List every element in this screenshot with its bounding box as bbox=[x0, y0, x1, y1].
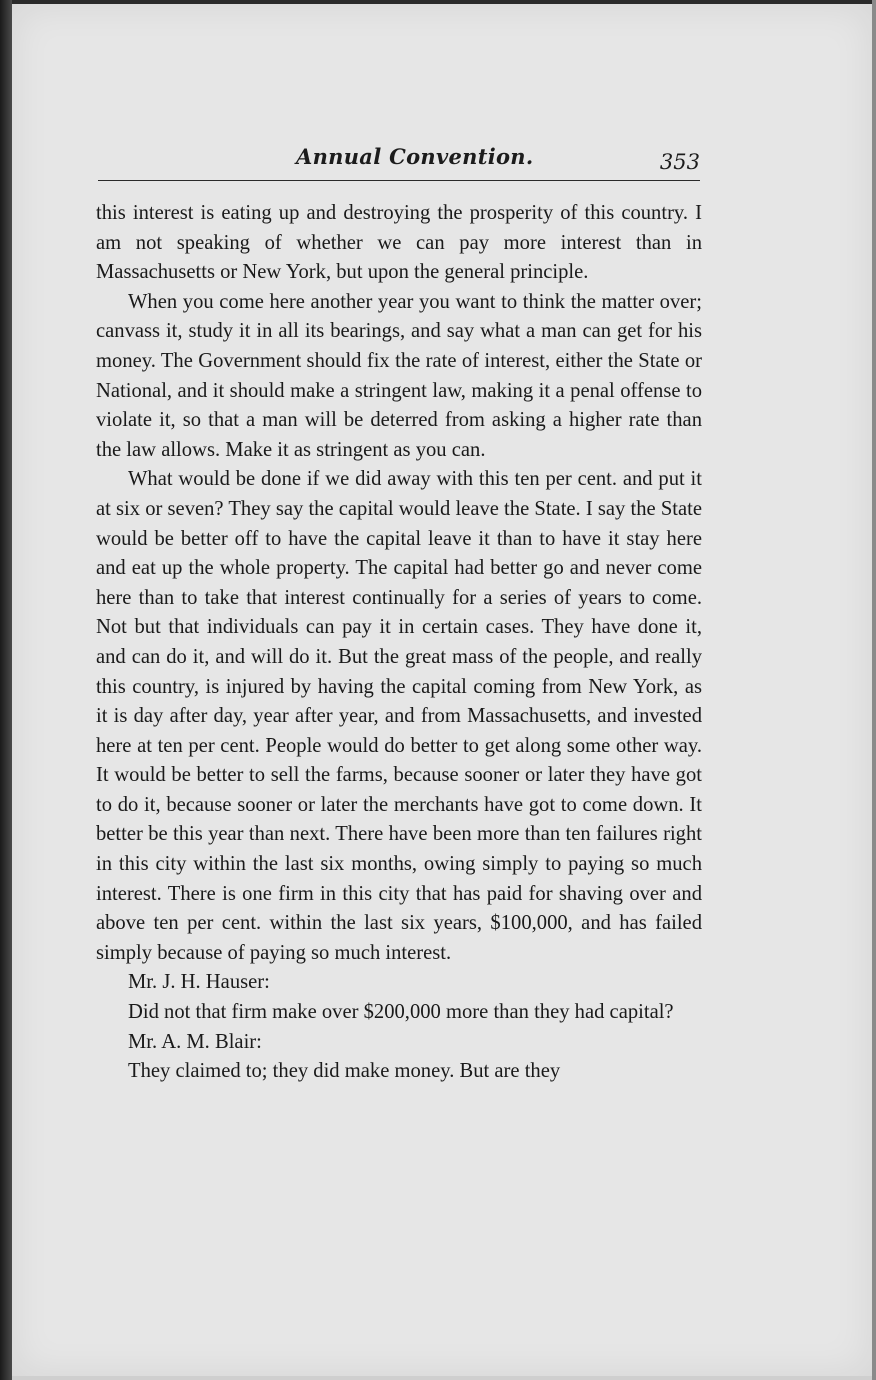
header-rule bbox=[98, 180, 700, 181]
running-title: Annual Convention. bbox=[296, 144, 534, 169]
paragraph: What would be done if we did away with this ten per cent. and put it at six or seven? They say the capital would leave the State. I say the State would be better off to have the capital leave it than to have it stay here and eat up the whole property. The capital had better go and never come here than to take that interest continually for a series of years to come. Not but that individuals can pay it in certain cases. They have done it, and can do it, and will do it. But the great mass of the people, and really this country, is injured by having the capital coming from New York, as it is day after day, year after year, and from Massachusetts, and invested here at ten per cent. People would do better to get along some other way. It would be better to sell the farms, because sooner or later they have got to do it, because sooner or later the merchants have got to come down. It better be this year than next. There have been more than ten failures right in this city within the last six months, owing simply to paying so much interest. There is one firm in this city that has paid for shaving over and above ten per cent. within the last six years, $100,000, and has failed simply because of paying so much interest. bbox=[96, 468, 702, 964]
page-body bbox=[96, 199, 702, 1087]
book-binding-edge bbox=[0, 0, 12, 1380]
page-right-edge bbox=[872, 0, 876, 1380]
page-header bbox=[98, 136, 700, 182]
paragraph: When you come here another year you want to think the matter over; canvass it, study it in all its bearings, and say what a man can get for his money. The Government should fix the rate of interest, either the State or National, and it should make a stringent law, making it a penal offense to violate it, so that a man will be deterred from asking a higher rate than the law allows. Make it as stringent as you can. bbox=[96, 290, 702, 461]
paragraph-continuation: this interest is eating up and destroying the prosperity of this country. I am not speaking of whether we can pay more interest than in Massachusetts or New York, but upon the general principle. bbox=[96, 202, 702, 284]
speaker-label: Mr. J. H. Hauser: bbox=[128, 971, 270, 994]
page-number: 353 bbox=[659, 150, 700, 174]
speaker-label: Mr. A. M. Blair: bbox=[128, 1030, 262, 1053]
paragraph: Did not that firm make over $200,000 more than they had capital? bbox=[128, 1001, 674, 1024]
paragraph: They claimed to; they did make money. But are they bbox=[128, 1060, 561, 1083]
